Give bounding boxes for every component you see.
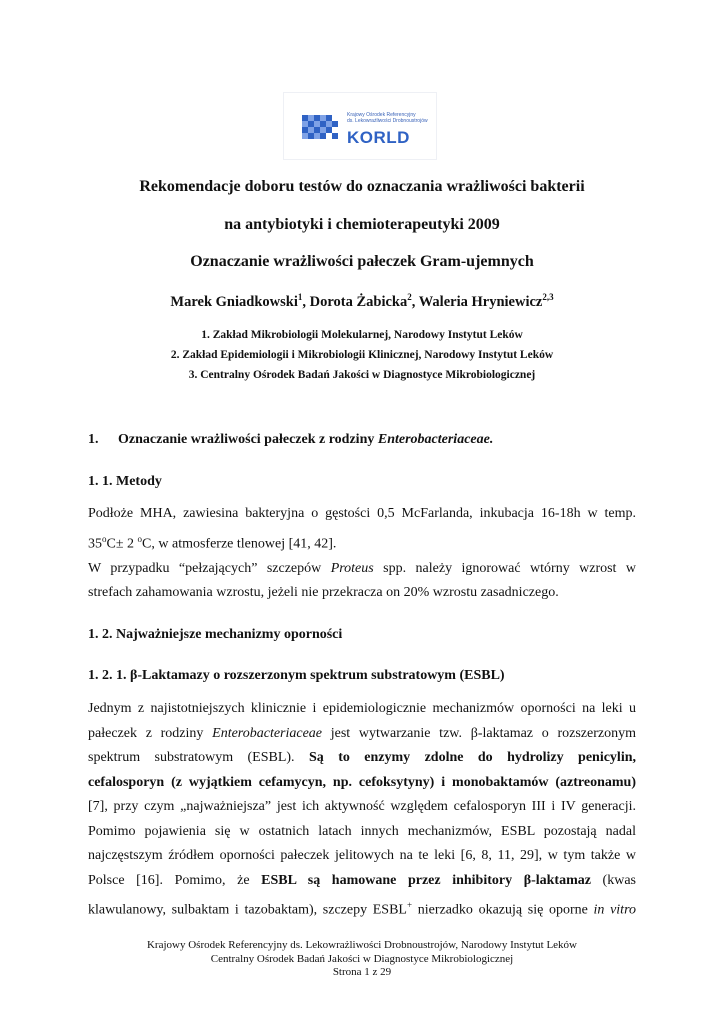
- section-1-title: Oznaczanie wrażliwości pałeczek z rodziny: [118, 432, 378, 447]
- section-1-heading: [88, 432, 493, 448]
- author-2: , Dorota Żabicka: [302, 293, 408, 310]
- author-1: Marek Gniadkowski: [170, 293, 298, 310]
- methods-line-1: Podłoże MHA, zawiesina bakteryjna o gęstości 0,5 McFarlanda, inkubacja 16-18h w temp.: [88, 506, 636, 521]
- section-1-2-1-heading: 1. 2. 1. β-Laktamazy o rozszerzonym spektrum substratowym (ESBL): [88, 668, 505, 683]
- esbl-line-4: cefalosporyn (z wyjątkiem cefamycyn, np. cefoksytyny) i monobaktamów (aztreonamu): [88, 774, 636, 790]
- section-1-2-heading: 1. 2. Najważniejsze mechanizmy oporności: [88, 627, 343, 642]
- methods-line-4: strefach zahamowania wzrostu, jeżeli nie przekracza on 20% wzrostu zasadniczego.: [88, 585, 559, 601]
- methods-paragraph: [88, 502, 636, 606]
- title-line-2: na antybiotyki i chemioterapeutyki 2009: [224, 216, 500, 233]
- esbl-paragraph: [88, 697, 636, 923]
- author-2-sup: 2: [407, 292, 412, 302]
- logo-line1: Krajowy Ośrodek Referencyjny: [347, 112, 416, 118]
- esbl-line-5: [7], przy czym „najważniejsza” jest ich aktywność względem cefalosporyn III i IV generacji.: [88, 799, 636, 814]
- affiliation-3: 3. Centralny Ośrodek Badań Jakości w Diagnostyce Mikrobiologicznej: [188, 369, 536, 381]
- page-footer: [0, 939, 724, 980]
- section-1-title-italic: Enterobacteriaceae.: [377, 432, 494, 447]
- author-1-sup: 1: [297, 292, 303, 302]
- logo-wordmark: KORLD: [347, 128, 410, 147]
- methods-line-2: $35^oC\pm 2$ $^o$C, w atmosferze tlenowej [41, 42].: [88, 533, 337, 552]
- esbl-line-8: Polsce [16]. Pomimo, że ESBL są hamowane przez inhibitory β-laktamaz (kwas: [88, 872, 636, 888]
- title-line-1: Rekomendacje doboru testów do oznaczania wrażliwości bakterii: [139, 178, 585, 195]
- footer-line-1: Krajowy Ośrodek Referencyjny ds. Lekowrażliwości Drobnoustrojów, Narodowy Instytut Leków: [146, 939, 578, 951]
- korld-logo-mark-icon: [302, 115, 342, 141]
- page-number: Strona 1 z 29: [332, 966, 392, 978]
- section-1-number: 1.: [88, 432, 99, 447]
- esbl-line-1: Jednym z najistotniejszych klinicznie i epidemiologicznie mechanizmów oporności na leki u: [88, 701, 636, 716]
- esbl-line-3: spektrum substratowym (ESBL). Są to enzymy zdolne do hydrolizy penicylin,: [88, 750, 636, 765]
- author-3-sup: 2,3: [542, 292, 554, 302]
- section-1-1-heading: 1. 1. Metody: [88, 474, 162, 489]
- footer-line-2: Centralny Ośrodek Badań Jakości w Diagnostyce Mikrobiologicznej: [210, 952, 514, 965]
- title-line-3: Oznaczanie wrażliwości pałeczek Gram-ujemnych: [190, 253, 534, 270]
- authors: [0, 292, 724, 311]
- affiliation-1: 1. Zakład Mikrobiologii Molekularnej, Narodowy Instytut Leków: [201, 329, 523, 341]
- esbl-line-9: klawulanowy, sulbaktam i tazobaktam), szczepy ESBL+ nierzadko okazują się oporne in vitro: [88, 900, 637, 918]
- logo-line2: ds. Lekowrażliwości Drobnoustrojów: [347, 118, 428, 124]
- author-3: , Waleria Hryniewicz: [411, 293, 543, 310]
- korld-logo: [283, 92, 437, 160]
- methods-line-3: W przypadku “pełzających” szczepów Proteus spp. należy ignorować wtórny wzrost w: [88, 560, 636, 576]
- affiliation-2: 2. Zakład Epidemiologii i Mikrobiologii Klinicznej, Narodowy Instytut Leków: [170, 349, 554, 361]
- logo-subtitle: [347, 112, 428, 124]
- esbl-line-7: najczęstszym źródłem oporności pałeczek jelitowych na te leki [6, 8, 11, 29], w tym także w: [88, 848, 636, 863]
- esbl-line-6: Pomimo pojawienia się w ostatnich latach innych mechanizmów, ESBL pozostają nadal: [88, 823, 636, 839]
- esbl-line-2: pałeczek z rodziny Enterobacteriaceae jest wytwarzanie tzw. β-laktamaz o rozszerzonym: [88, 725, 636, 741]
